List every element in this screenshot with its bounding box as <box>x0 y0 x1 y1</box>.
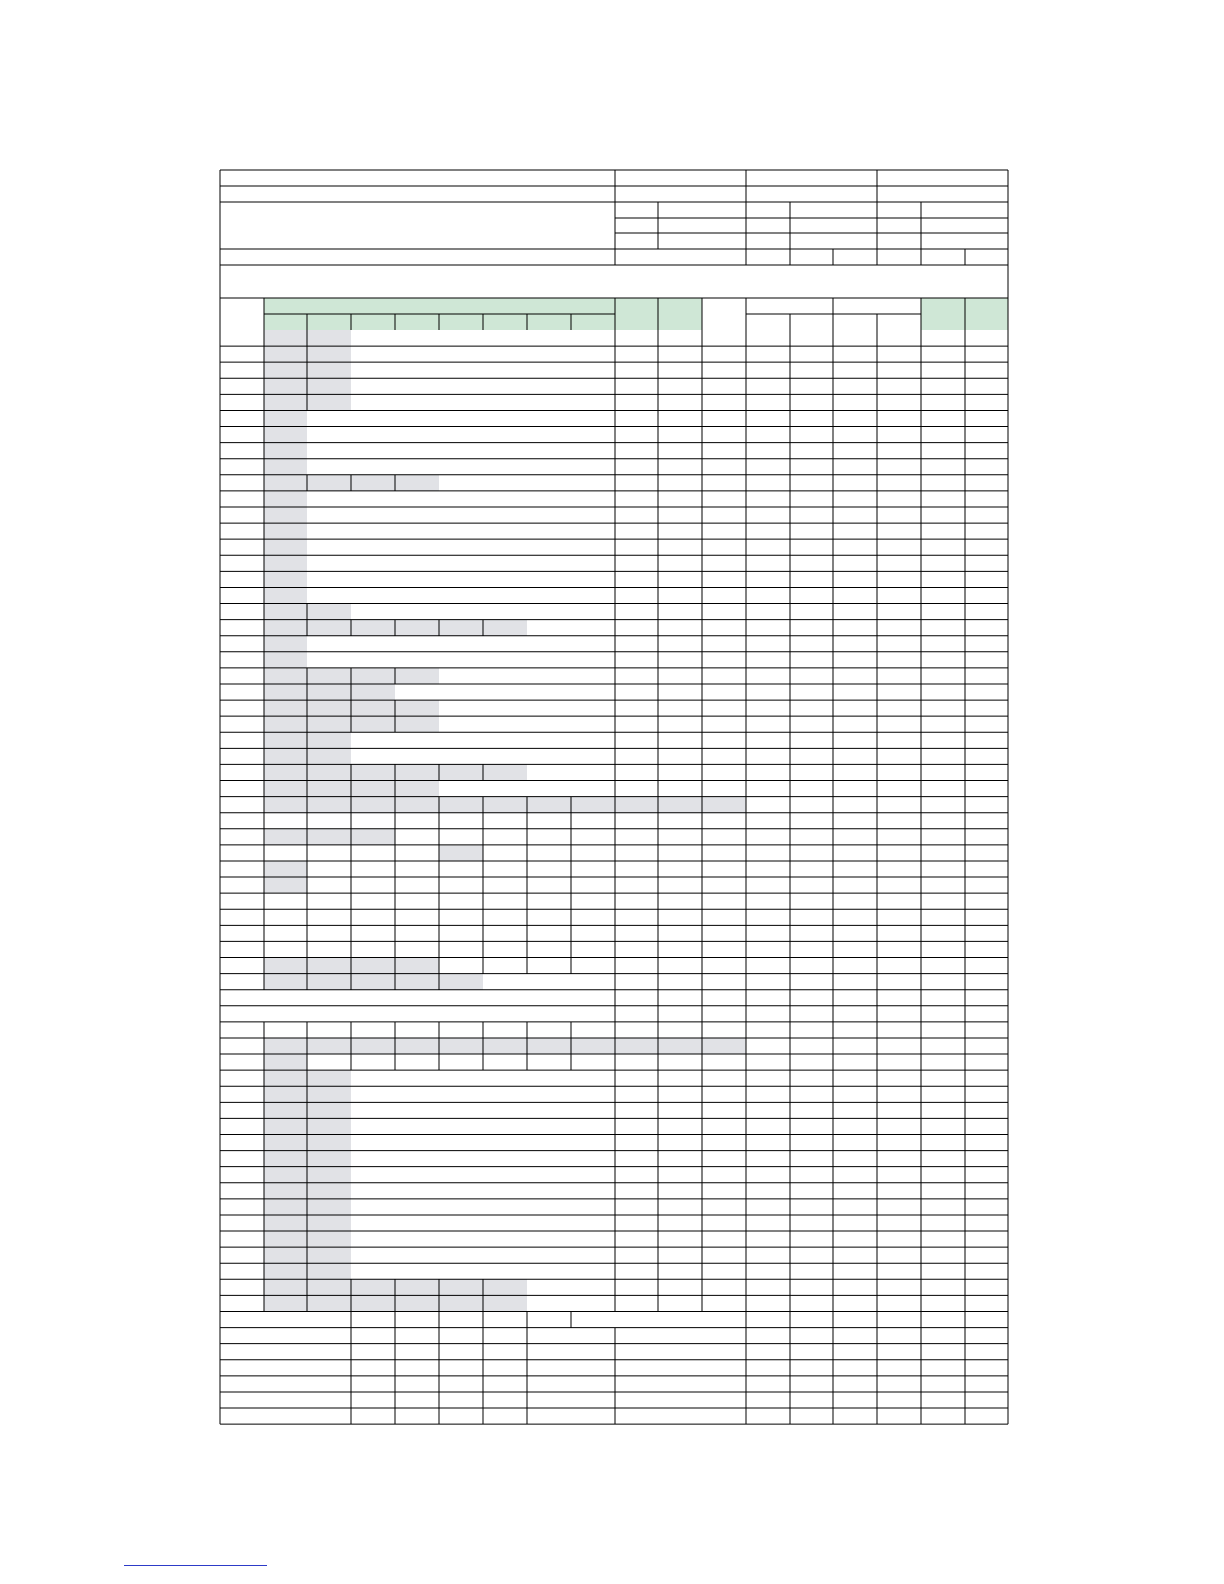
entry-cell-fill <box>307 346 351 362</box>
entry-cell-fill <box>395 974 439 990</box>
entry-cell-fill <box>264 1295 307 1311</box>
entry-cell-fill <box>307 748 351 764</box>
header-fill <box>965 298 1008 330</box>
entry-cell-fill <box>307 1086 351 1102</box>
entry-cell-fill <box>264 523 307 539</box>
entry-cell-fill <box>307 1167 351 1183</box>
entry-cell-fill <box>395 781 439 797</box>
entry-cell-fill <box>307 974 351 990</box>
entry-cell-fill <box>264 684 307 700</box>
entry-cell-fill <box>395 958 439 974</box>
header-fill <box>615 298 658 330</box>
header-fill <box>395 314 439 330</box>
entry-cell-fill <box>264 958 307 974</box>
entry-cell-fill <box>395 764 439 780</box>
entry-cell-fill <box>307 1215 351 1231</box>
entry-cell-fill <box>264 636 307 652</box>
entry-cell-fill <box>439 764 483 780</box>
header-fill <box>439 314 483 330</box>
entry-cell-fill <box>264 394 307 410</box>
entry-cell-fill <box>439 1295 483 1311</box>
entry-cell-fill <box>351 1038 395 1054</box>
entry-cell-fill <box>264 587 307 603</box>
entry-cell-fill <box>264 1199 307 1215</box>
entry-cell-fill <box>264 877 307 893</box>
entry-cell-fill <box>307 958 351 974</box>
entry-cell-fill <box>307 1102 351 1118</box>
header-fill <box>264 298 615 314</box>
entry-cell-fill <box>702 797 746 813</box>
entry-cell-fill <box>307 684 351 700</box>
entry-cell-fill <box>307 604 351 620</box>
entry-cell-fill <box>307 620 351 636</box>
entry-cell-fill <box>351 475 395 491</box>
entry-cell-fill <box>264 700 307 716</box>
entry-cell-fill <box>264 1231 307 1247</box>
entry-cell-fill <box>439 845 483 861</box>
entry-cell-fill <box>264 620 307 636</box>
entry-cell-fill <box>307 394 351 410</box>
entry-cell-fill <box>264 330 307 346</box>
entry-cell-fill <box>264 748 307 764</box>
entry-cell-fill <box>264 443 307 459</box>
entry-cell-fill <box>264 1118 307 1134</box>
entry-cell-fill <box>264 732 307 748</box>
entry-cell-fill <box>264 410 307 426</box>
entry-cell-fill <box>307 700 351 716</box>
entry-cell-fill <box>264 362 307 378</box>
entry-cell-fill <box>307 716 351 732</box>
entry-cell-fill <box>307 732 351 748</box>
header-fill <box>571 314 615 330</box>
entry-cell-fill <box>351 781 395 797</box>
entry-cell-fill <box>702 1038 746 1054</box>
entry-cell-fill <box>264 1215 307 1231</box>
entry-cell-fill <box>264 604 307 620</box>
entry-cell-fill <box>571 1038 615 1054</box>
entry-cell-fill <box>307 1135 351 1151</box>
entry-cell-fill <box>264 571 307 587</box>
entry-cell-fill <box>264 716 307 732</box>
entry-cell-fill <box>615 797 658 813</box>
entry-cell-fill <box>307 829 351 845</box>
entry-cell-fill <box>264 1247 307 1263</box>
header-fill <box>921 298 965 330</box>
header-fill <box>658 298 702 330</box>
entry-cell-fill <box>351 700 395 716</box>
entry-cell-fill <box>264 781 307 797</box>
entry-cell-fill <box>307 1279 351 1295</box>
entry-cell-fill <box>264 539 307 555</box>
entry-cell-fill <box>483 764 527 780</box>
entry-cell-fill <box>264 1086 307 1102</box>
entry-cell-fill <box>483 620 527 636</box>
entry-cell-fill <box>307 668 351 684</box>
entry-cell-fill <box>351 829 395 845</box>
entry-cell-fill <box>307 1231 351 1247</box>
header-fill <box>307 314 351 330</box>
entry-cell-fill <box>264 797 307 813</box>
entry-cell-fill <box>307 1070 351 1086</box>
entry-cell-fill <box>264 1167 307 1183</box>
entry-cell-fill <box>264 764 307 780</box>
entry-cell-fill <box>307 475 351 491</box>
entry-cell-fill <box>483 797 527 813</box>
entry-cell-fill <box>615 1038 658 1054</box>
entry-cell-fill <box>264 507 307 523</box>
entry-cell-fill <box>264 1054 307 1070</box>
entry-cell-fill <box>264 1151 307 1167</box>
entry-cell-fill <box>307 1247 351 1263</box>
entry-cell-fill <box>307 1263 351 1279</box>
entry-cell-fill <box>395 668 439 684</box>
entry-cell-fill <box>307 1199 351 1215</box>
entry-cell-fill <box>439 620 483 636</box>
entry-cell-fill <box>307 797 351 813</box>
entry-cell-fill <box>395 797 439 813</box>
entry-cell-fill <box>351 797 395 813</box>
entry-cell-fill <box>395 1279 439 1295</box>
entry-cell-fill <box>264 491 307 507</box>
entry-cell-fill <box>395 1038 439 1054</box>
header-fill <box>527 314 571 330</box>
entry-cell-fill <box>351 764 395 780</box>
entry-cell-fill <box>264 861 307 877</box>
footer-link[interactable] <box>124 1549 267 1566</box>
entry-cell-fill <box>658 797 702 813</box>
entry-cell-fill <box>483 1295 527 1311</box>
entry-cell-fill <box>351 1279 395 1295</box>
entry-cell-fill <box>307 378 351 394</box>
entry-cell-fill <box>264 427 307 443</box>
entry-cell-fill <box>307 362 351 378</box>
entry-cell-fill <box>264 974 307 990</box>
entry-cell-fill <box>351 716 395 732</box>
entry-cell-fill <box>307 1038 351 1054</box>
entry-cell-fill <box>264 475 307 491</box>
entry-cell-fill <box>264 555 307 571</box>
entry-cell-fill <box>439 797 483 813</box>
entry-cell-fill <box>351 668 395 684</box>
entry-cell-fill <box>351 958 395 974</box>
entry-cell-fill <box>307 1118 351 1134</box>
entry-cell-fill <box>439 1279 483 1295</box>
entry-cell-fill <box>307 764 351 780</box>
entry-cell-fill <box>264 1279 307 1295</box>
entry-cell-fill <box>483 1279 527 1295</box>
entry-cell-fill <box>395 700 439 716</box>
entry-cell-fill <box>439 1038 483 1054</box>
entry-cell-fill <box>264 652 307 668</box>
entry-cell-fill <box>307 1183 351 1199</box>
header-fill <box>483 314 527 330</box>
header-fill <box>351 314 395 330</box>
entry-cell-fill <box>395 620 439 636</box>
entry-cell-fill <box>307 1151 351 1167</box>
entry-cell-fill <box>264 1102 307 1118</box>
entry-cell-fill <box>351 974 395 990</box>
entry-cell-fill <box>527 797 571 813</box>
entry-cell-fill <box>395 475 439 491</box>
entry-cell-fill <box>264 668 307 684</box>
entry-cell-fill <box>264 1183 307 1199</box>
entry-cell-fill <box>264 1263 307 1279</box>
entry-cell-fill <box>264 1038 307 1054</box>
entry-cell-fill <box>351 1295 395 1311</box>
entry-cell-fill <box>264 378 307 394</box>
entry-cell-fill <box>395 716 439 732</box>
entry-cell-fill <box>264 346 307 362</box>
entry-cell-fill <box>395 1295 439 1311</box>
header-fill <box>264 314 307 330</box>
entry-cell-fill <box>307 1295 351 1311</box>
entry-cell-fill <box>264 1135 307 1151</box>
entry-cell-fill <box>527 1038 571 1054</box>
entry-cell-fill <box>483 1038 527 1054</box>
entry-cell-fill <box>264 459 307 475</box>
entry-cell-fill <box>439 974 483 990</box>
entry-cell-fill <box>307 781 351 797</box>
entry-cell-fill <box>264 1070 307 1086</box>
entry-cell-fill <box>658 1038 702 1054</box>
cell-fills <box>264 298 1008 1311</box>
entry-cell-fill <box>351 684 395 700</box>
entry-cell-fill <box>351 620 395 636</box>
entry-cell-fill <box>264 829 307 845</box>
entry-cell-fill <box>571 797 615 813</box>
entry-cell-fill <box>307 330 351 346</box>
